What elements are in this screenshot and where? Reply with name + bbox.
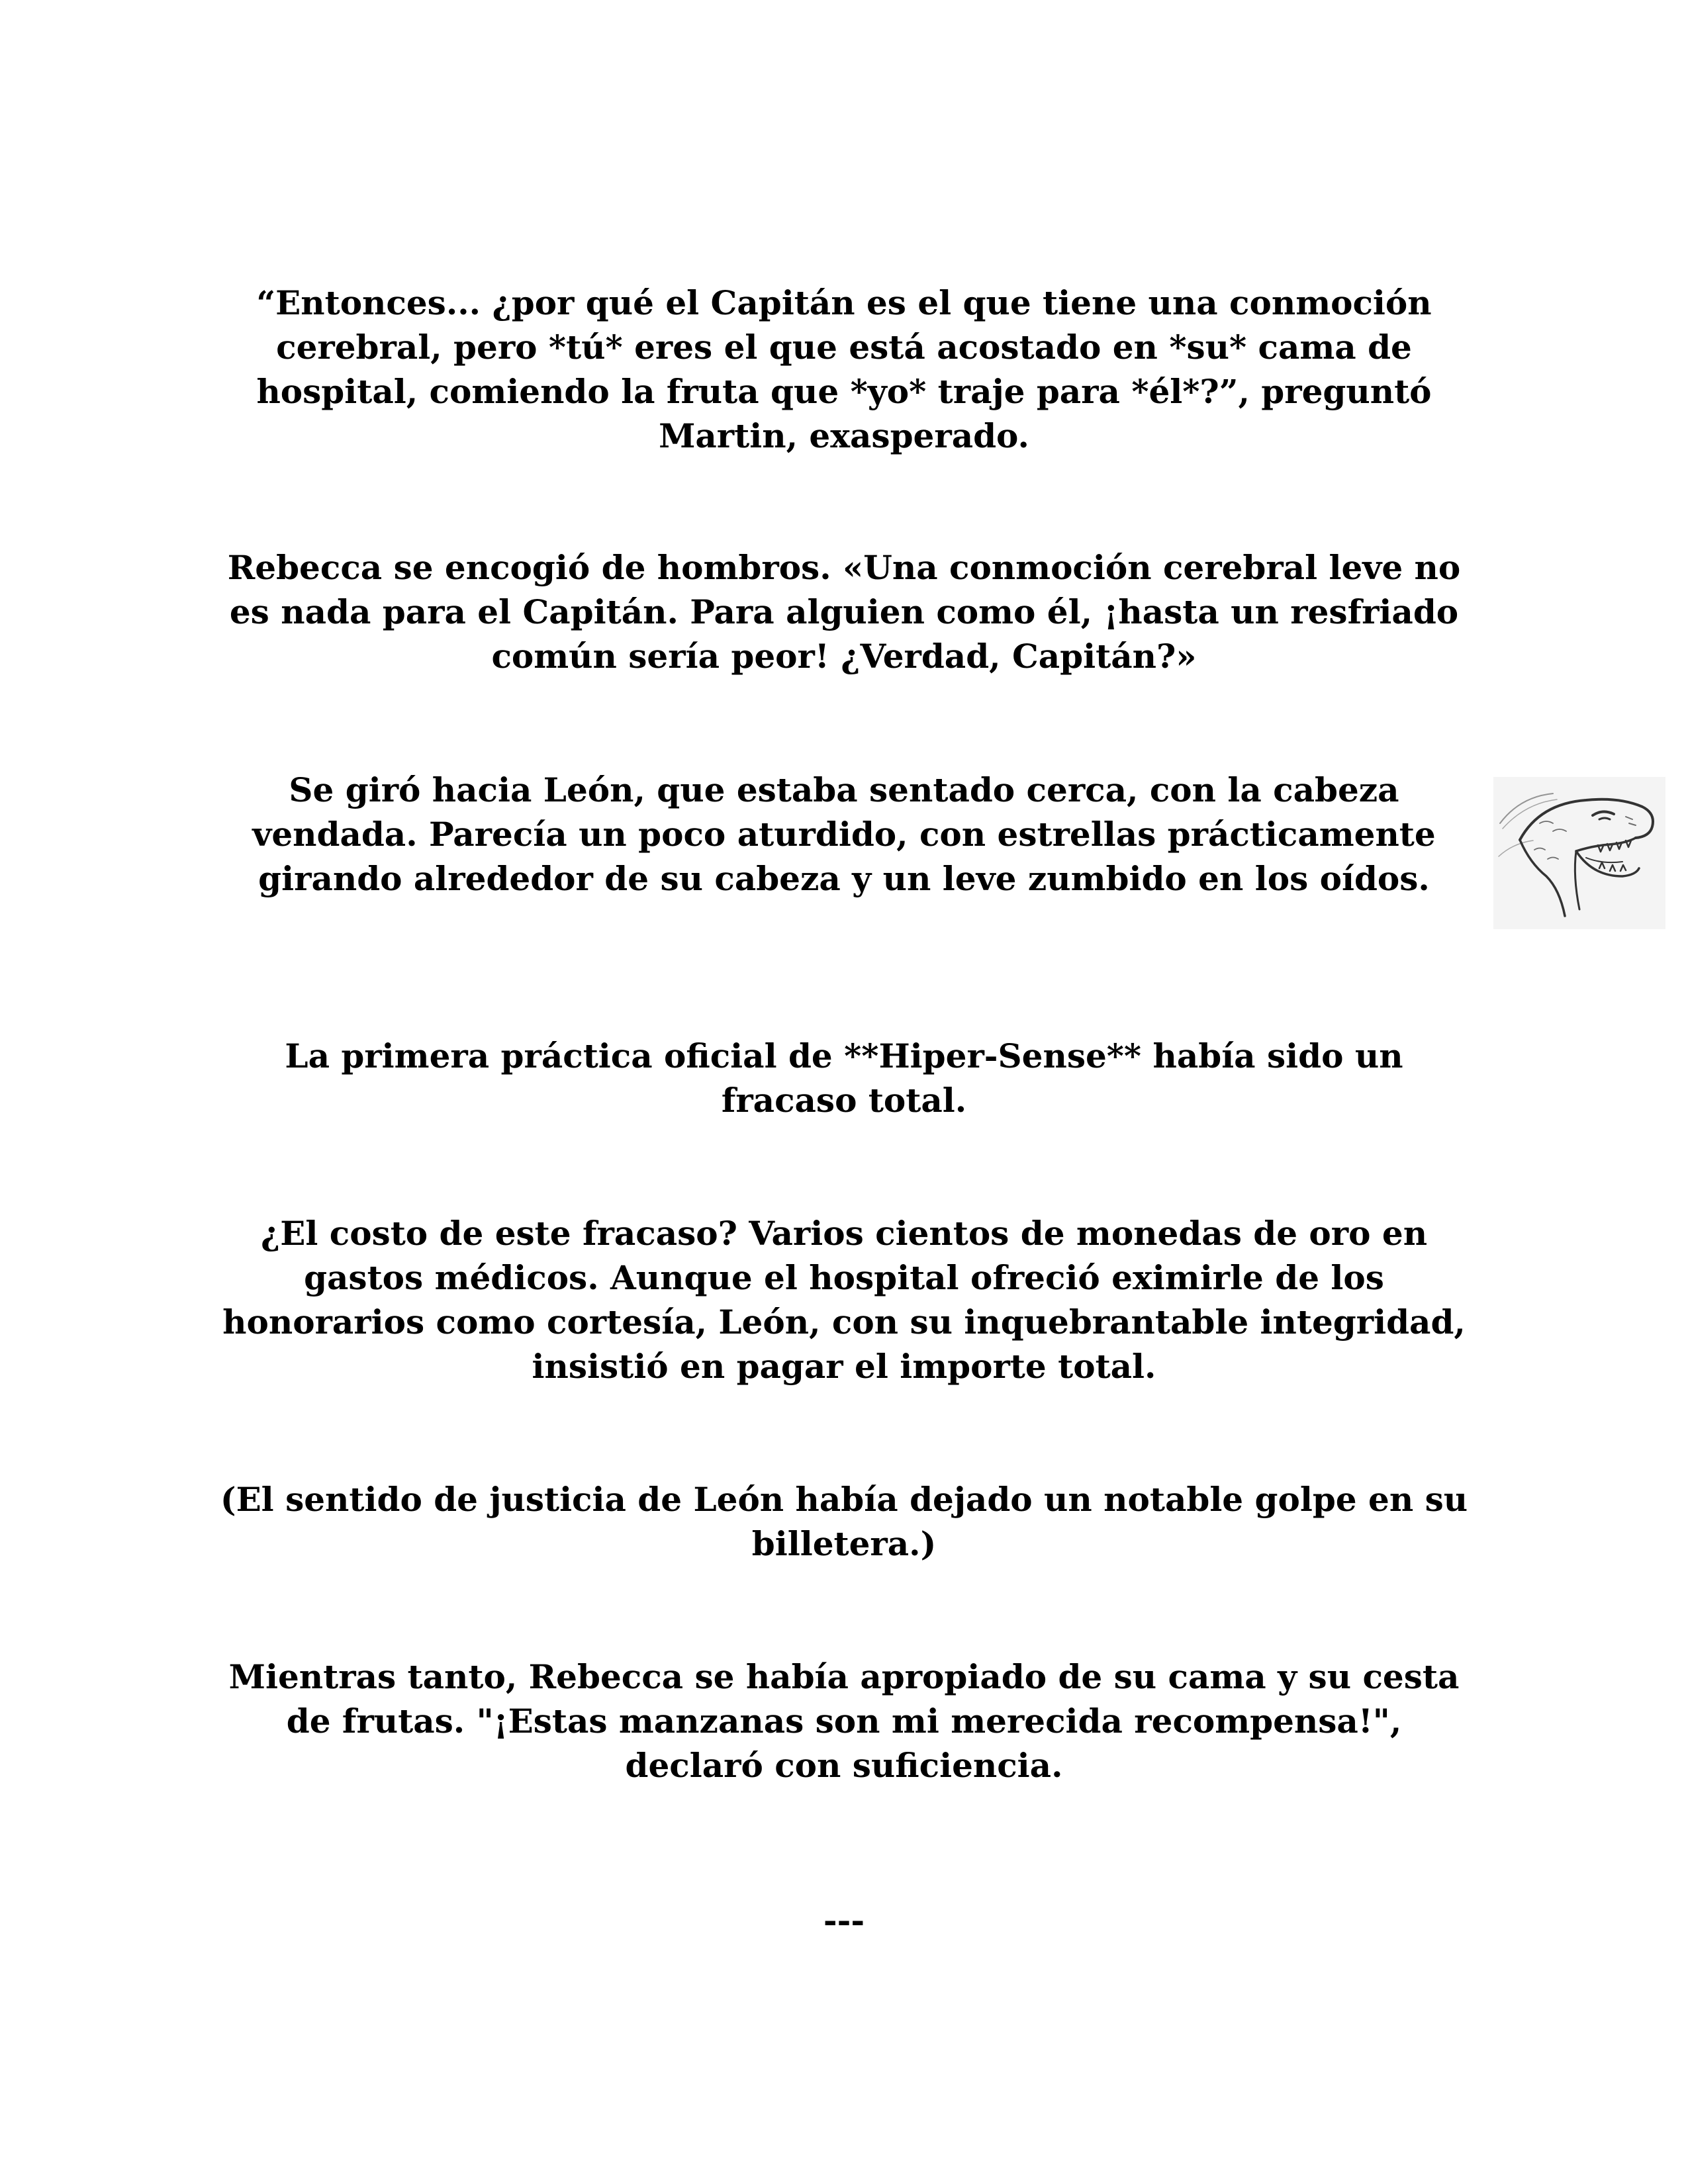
paragraph-6: (El sentido de justicia de León había dejado un notable golpe en su billetera.) xyxy=(220,1480,1468,1563)
dinosaur-head-sketch-icon xyxy=(1493,777,1665,929)
section-divider: --- xyxy=(823,1901,865,1940)
paragraph-7: Mientras tanto, Rebecca se había apropiado de su cama y su cesta de frutas. "¡Estas manzanas son mi merecida recompensa!", declaró con suficiencia. xyxy=(228,1657,1460,1785)
paragraph-1: “Entonces... ¿por qué el Capitán es el que tiene una conmoción cerebral, pero *tú* eres el que está acostado en *su* cama de hospital, comiendo la fruta que *yo* traje para *él*?”, preguntó Martin, exasperado. xyxy=(256,283,1432,455)
paragraph-2: Rebecca se encogió de hombros. «Una conmoción cerebral leve no es nada para el Capitán. Para alguien como él, ¡hasta un resfriado común sería peor! ¿Verdad, Capitán?» xyxy=(227,548,1461,676)
paragraph-5: ¿El costo de este fracaso? Varios cientos de monedas de oro en gastos médicos. Aunque el hospital ofreció eximirle de los honorarios como cortesía, León, con su inquebrantable integridad, insistió en pagar el importe total. xyxy=(222,1214,1466,1386)
paragraph-4: La primera práctica oficial de **Hiper-Sense** había sido un fracaso total. xyxy=(285,1036,1403,1120)
paragraph-3: Se giró hacia León, que estaba sentado cerca, con la cabeza vendada. Parecía un poco aturdido, con estrellas prácticamente girando alrededor de su cabeza y un leve zumbido en los oídos. xyxy=(252,770,1436,898)
